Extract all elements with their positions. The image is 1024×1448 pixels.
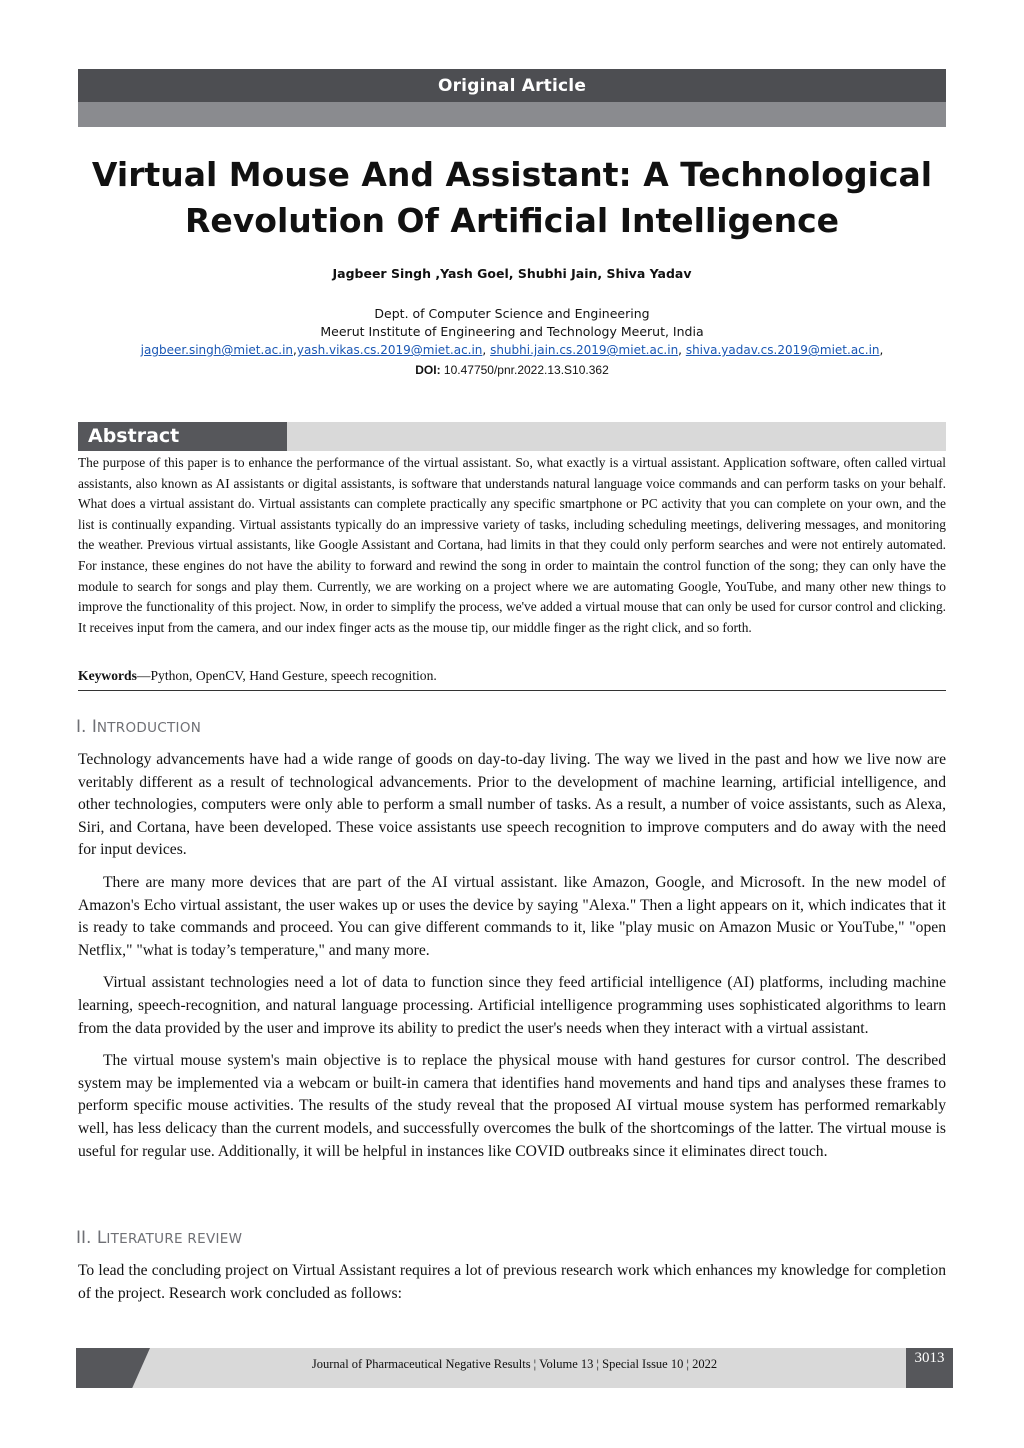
keywords-text: —Python, OpenCV, Hand Gesture, speech recognition. <box>136 668 437 683</box>
title-line-1: Virtual Mouse And Assistant: A Technological <box>91 155 933 194</box>
abstract-header-bar <box>78 422 946 451</box>
literature-review-body <box>78 1260 946 1315</box>
abstract-heading: Abstract <box>78 422 287 451</box>
section-number: I. <box>76 717 87 737</box>
banner-label: Original Article <box>437 75 587 96</box>
keywords-label: Keywords <box>78 668 137 683</box>
doi-line <box>40 361 984 379</box>
doi-label: DOI: <box>415 363 441 377</box>
title-line-2: Revolution Of Artificial Intelligence <box>184 201 840 240</box>
paragraph: There are many more devices that are part of the AI virtual assistant. like Amazon, Google, and Microsoft. In the new model of Amazon's Echo virtual assistant, the user wakes up or uses the device by saying "Alexa." Then a light appears on it, which indicates that it is ready to take commands and proceed. You can give different commands to it, like "play music on Amazon Music or YouTube," "open Netflix," "what is today’s temperature," and many more. <box>78 873 946 959</box>
section-title-rest: ITERATURE REVIEW <box>106 1231 243 1247</box>
institute: Meerut Institute of Engineering and Technology Meerut, India <box>320 324 704 339</box>
email-link[interactable]: shiva.yadav.cs.2019@miet.ac.in <box>685 343 880 357</box>
author-list: Jagbeer Singh ,Yash Goel, Shubhi Jain, Shiva Yadav <box>332 266 692 281</box>
keywords-line <box>78 668 946 684</box>
doi-value: 10.47750/pnr.2022.13.S10.362 <box>443 363 609 377</box>
section-number: II. <box>76 1228 92 1248</box>
email-link[interactable]: jagbeer.singh@miet.ac.in <box>140 343 294 357</box>
department: Dept. of Computer Science and Engineering <box>374 306 650 321</box>
section-initial: L <box>96 1228 107 1248</box>
email-list: jagbeer.singh@miet.ac.in,yash.vikas.cs.2019@miet.ac.in, shubhi.jain.cs.2019@miet.ac.in, shiva.yadav.cs.2019@miet.ac.in, <box>140 343 884 357</box>
page-number: 3013 <box>914 1350 945 1366</box>
article-type-banner <box>78 69 946 127</box>
introduction-body <box>78 749 946 1173</box>
paper-title <box>78 152 946 244</box>
section-heading-introduction <box>76 717 201 737</box>
paragraph: Virtual assistant technologies need a lot of data to function since they feed artificial intelligence (AI) platforms, including machine learning, speech-recognition, and natural language processing. Artificial intelligence programming uses sophisticated algorithms to learn from the data provided by the user and improve its ability to predict the user's needs when they interact with a virtual assistant. <box>78 974 946 1037</box>
banner-bottom-band <box>78 102 946 127</box>
email-link[interactable]: shubhi.jain.cs.2019@miet.ac.in <box>490 343 679 357</box>
banner-top-band <box>78 69 946 102</box>
page-footer <box>76 1348 953 1388</box>
section-title-rest: NTRODUCTION <box>96 720 202 736</box>
affiliation-block <box>40 305 984 379</box>
abstract-body: The purpose of this paper is to enhance the performance of the virtual assistant. So, what exactly is a virtual assistant. Application software, often called virtual assistants, also known as AI assistants or digital assistants, is software that understands natural language voice commands and can perform tasks on your behalf. What does a virtual assistant do. Virtual assistants can complete practically any specific smartphone or PC activity that you can complete on your own, and the list is continually expanding. Virtual assistants typically do an impressive variety of tasks, including scheduling meetings, delivering messages, and monitoring the weather. Previous virtual assistants, like Google Assistant and Cortana, had limits in that they could only perform searches and were not entirely automated. For instance, these engines do not have the ability to forward and rewind the song in order to maintain the control function of the song; they can only have the module to search for songs and play them. Currently, we are working on a project where we are automating Google, YouTube, and many other new things to improve the functionality of this project. Now, in order to simplify the process, we've added a virtual mouse that can only be used for cursor control and clicking. It receives input from the camera, and our index finger acts as the mouse tip, our middle finger as the right click, and so forth. <box>78 455 946 635</box>
paragraph: Technology advancements have had a wide range of goods on day-to-day living. The way we lived in the past and how we live now are veritably different as a result of technological advancements. Prior to the development of machine learning, artificial intelligence, and other technologies, computers were only able to perform a small number of tasks. As a result, a number of voice assistants, such as Alexa, Siri, and Cortana, have been developed. These voice assistants use speech recognition to improve computers and do away with the need for input devices. <box>78 751 946 859</box>
paragraph: To lead the concluding project on Virtual Assistant requires a lot of previous research work which enhances my knowledge for completion of the project. Research work concluded as follows: <box>78 1262 946 1302</box>
section-heading-literature-review <box>76 1228 242 1248</box>
section-initial: I <box>91 717 97 737</box>
keywords-divider <box>78 690 946 691</box>
email-link[interactable]: yash.vikas.cs.2019@miet.ac.in <box>296 343 483 357</box>
paragraph: The virtual mouse system's main objective is to replace the physical mouse with hand gestures for cursor control. The described system may be implemented via a webcam or built-in camera that identifies hand movements and hand tips and analyses these frames to perform specific mouse activities. The results of the study reveal that the proposed AI virtual mouse system has performed remarkably well, has less delicacy than the current models, and successfully overcomes the bulk of the shortcomings of the latter. The virtual mouse is useful for regular use. Additionally, it will be helpful in instances like COVID outbreaks since it eliminates direct touch. <box>78 1052 946 1160</box>
journal-citation: Journal of Pharmaceutical Negative Results ¦ Volume 13 ¦ Special Issue 10 ¦ 2022 <box>311 1357 718 1371</box>
